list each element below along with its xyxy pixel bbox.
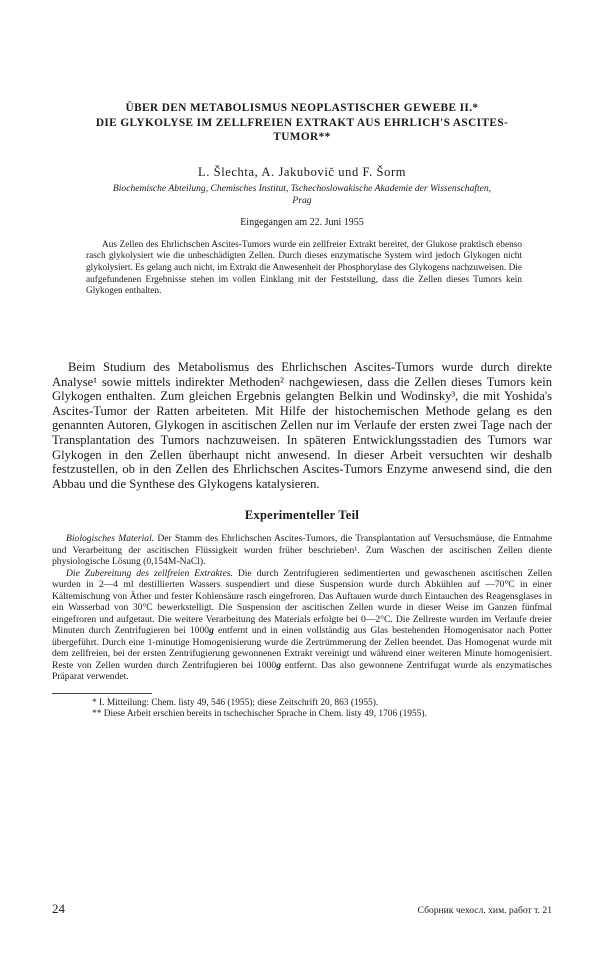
material-text: Der Stamm des Ehrlichschen Ascites-Tumors, die Transplantation auf Versuchsmäuse, die Entnahme und Verarbeitung der ascitischen Flüssigkeit wurden früher beschrieben¹. Zum Waschen der ascitischen Zellen diente physiologische Lösung (0,154M-NaCl). [52,533,553,568]
footnote-1: * I. Mitteilung: Chem. listy 49, 546 (1955); diese Zeitschrift 20, 863 (1955). [92,697,379,708]
footnote-divider [52,693,152,694]
page-number: 24 [52,901,65,916]
preparation-text-1: Die durch Zentrifugieren sedimentierten und gewaschenen ascitischen Zellen wurden in 2—4 ml destillierten Wassers suspendiert und diese Suspension wurde durch Abkühlen auf —70°C in einer Kältemischung von Äther und fester Kohlensäure rasch eingefroren. Das Auftauen wurde durch Eintauchen des Reagensglases in ein Wasserbad von 30°C bewerkstelligt. Die Suspension der ascitischen Zellen wurde in dieser Weise im Ganzen fünfmal eingefroren und aufgetaut. Die weitere Verarbeitung des Materials erfolgte bei 0—2°C. Die Zellreste wurden im Verlaufe dreier Minuten durch Zentrifugieren bei 1000 [52,567,552,637]
experimental-text [52,533,552,683]
article-title [52,101,552,145]
preparation-paragraph [52,568,552,683]
footnote-2: ** Diese Arbeit erschien bereits in tschechischer Sprache in Chem. listy 49, 1706 (1955). [92,709,427,720]
title-line-2: DIE GLYKOLYSE IM ZELLFREIEN EXTRAKT AUS EHRLICH'S ASCITES- [95,116,509,129]
journal-reference: Сборник чехосл. хим. работ т. 21 [417,905,552,916]
preparation-text-2: entfernt und in einen vollständig aus Glas bestehenden Homogenisator nach Potter übergeführt. Durch eine 1-minutige Homogenisierung wurde die Zertrümmerung der Zellen beendet. Das Homogenat wurde mit dem zellfreien, bei der ersten Zentrifugierung gewonnenen Extrakt vereinigt und während einer weiteren Minute homogenisiert. Reste von Zellen wurden durch Zentrifugieren bei 1000 [52,625,552,671]
material-heading: Biologisches Material. [66,533,155,545]
page-footer [52,901,552,917]
paper-page [0,101,600,968]
preparation-heading: Die Zubereitung des zellfreien Extraktes. [66,567,233,579]
preparation-text-3: entfernt. Das also gewonnene Zentrifugat wurde als enzymatisches Präparat verwendet. [52,659,552,683]
section-title: Experimenteller Teil [244,508,360,523]
author-list: L. Šlechta, A. Jakubovič und F. Šorm [197,164,407,179]
footnotes [52,698,552,721]
title-line-3: TUMOR** [273,131,331,143]
affiliation-line-1: Biochemische Abteilung, Chemisches Institut, Tschechoslowakische Akademie der Wissenschaften, [112,182,492,194]
affiliation [52,183,552,207]
abstract: Aus Zellen des Ehrlichschen Ascites-Tumors wurde ein zellfreier Extrakt bereitet, der Glukose praktisch ebenso rasch glykolysiert wie die unbeschädigten Zellen. Durch dieses enzymatische System wird jedoch Glykogen nicht glykolysiert. Es gelang auch nicht, im Extrakt die Anwesenheit der Phosphorylase des Glykogens nachzuweisen. Die aufgefundenen Ergebnisse stehen im vollen Einklang mit der Feststellung, dass die Zellen dieses Tumors kein Glykogen enthalten. [86,239,522,297]
title-line-1: ÜBER DEN METABOLISMUS NEOPLASTISCHER GEWEBE II.* [125,102,479,114]
received-date: Eingegangen am 22. Juni 1955 [240,216,364,228]
material-paragraph [52,533,552,568]
body-paragraph: Beim Studium des Metabolismus des Ehrlichschen Ascites-Tumors wurde durch direkte Analyse¹ sowie mittels indirekter Methoden² nachgewiesen, dass die Zellen dieses Tumors kein Glykogen enthalten. Zum gleichen Ergebnis gelangten Belkin und Wodinsky³, die mit Yoshida's Ascites-Tumor der Ratten arbeiteten. Mit Hilfe der histochemischen Methode gelang es den genannten Autoren, Glykogen in ascitischen Zellen nur im Verlaufe der ersten zwei Tage nach der Transplantation des Tumors nachzuweisen. In späteren Entwicklungsstadien des Tumors war Glykogen in den Zellen überhaupt nicht anwesend. In dieser Arbeit versuchten wir deshalb festzustellen, ob in den Zellen des Ehrlichschen Ascites-Tumors Enzyme anwesend sind, die den Abbau und die Synthese des Glykogens katalysieren. [52,360,552,491]
gravity-unit-1: g [209,625,214,637]
affiliation-line-2: Prag [292,194,312,206]
gravity-unit-2: g [276,659,282,671]
